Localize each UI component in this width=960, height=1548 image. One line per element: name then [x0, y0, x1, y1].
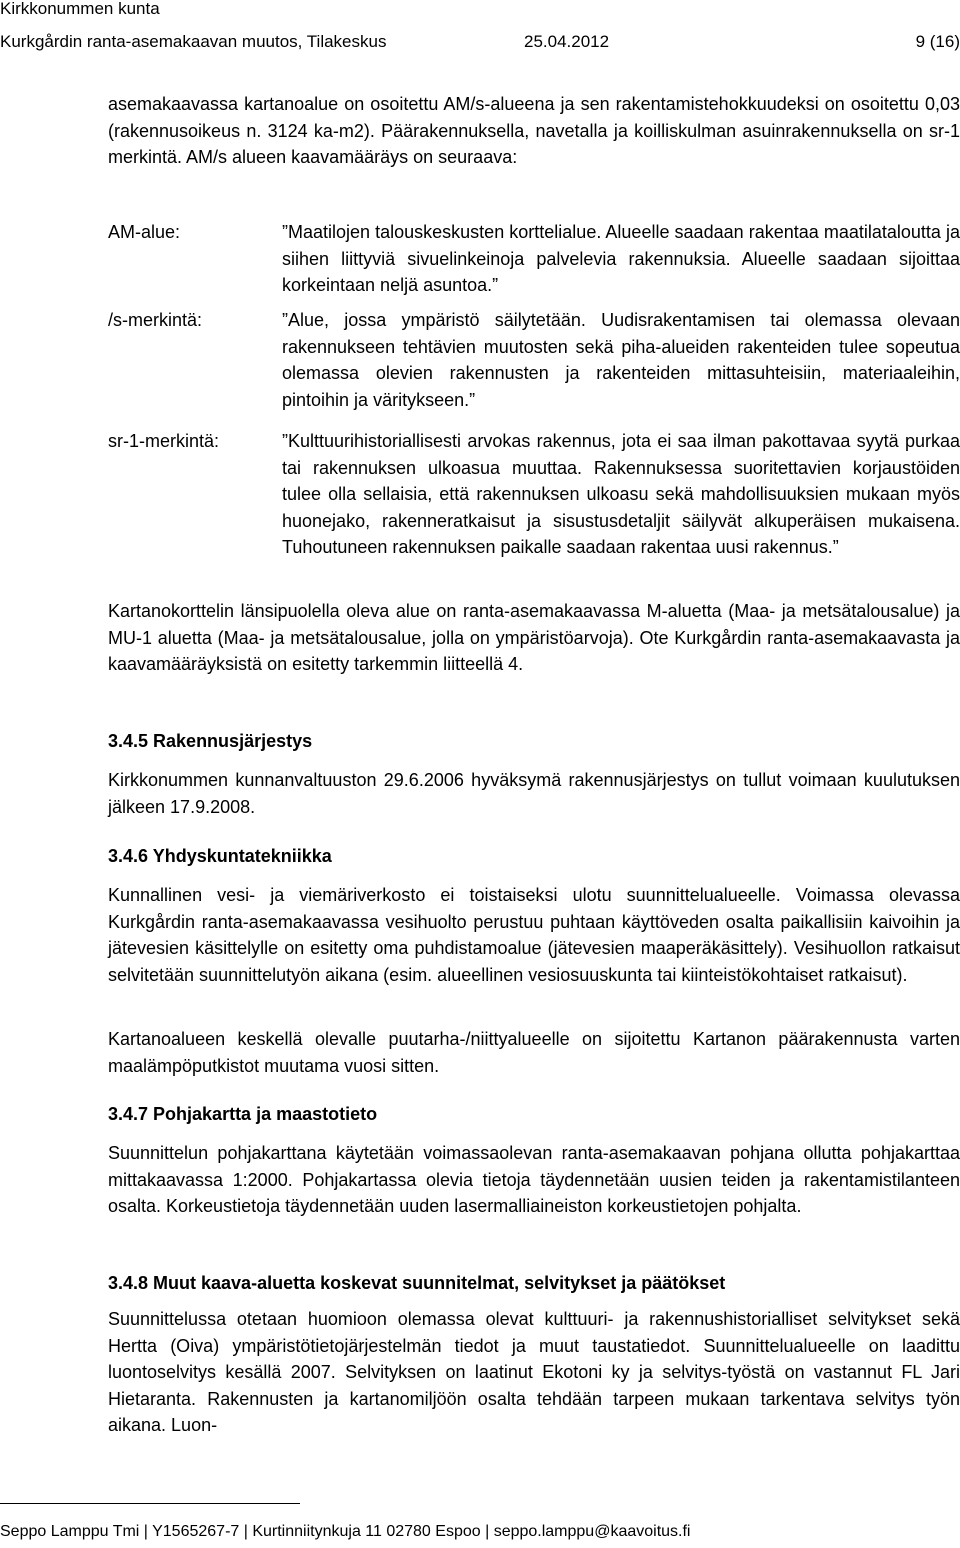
section-346-body [108, 882, 960, 988]
document-title: Kurkgårdin ranta-asemakaavan muutos, Tilakeskus [0, 32, 387, 51]
intro-paragraph: asemakaavassa kartanoalue on osoitettu AM/s-alueena ja sen rakentamistehokkuudeksi on osoitettu 0,03 (rakennusoikeus n. 3124 ka-m2). Päärakennuksella, navetalla ja koilliskulman asuinrakennuksella on sr-1 merkintä. AM/s alueen kaavamääräys on seuraava: [108, 94, 960, 167]
section-347-body [108, 1140, 960, 1220]
intro-section [108, 91, 960, 171]
section-346-body-2 [108, 1026, 960, 1079]
footer-contact: Seppo Lamppu Tmi | Y1565267-7 | Kurtinniitynkuja 11 02780 Espoo | seppo.lamppu@kaavoitus.fi [0, 1523, 691, 1540]
definition-text: ”Alue, jossa ympäristö säilytetään. Uudisrakentamisen tai olemassa olevaan rakennukseen tehtävien muutosten sekä piha-alueiden rakenteiden tulee sopeutua olemassa olevien rakennusten ja rakenteiden mittasuhteisiin, materiaaleihin, pintoihin ja väritykseen.” [282, 310, 960, 410]
definition-label: /s-merkintä: [108, 310, 203, 330]
definition-label: sr-1-merkintä: [108, 431, 220, 451]
section-paragraph: Kunnallinen vesi- ja viemäriverkosto ei toistaiseksi ulotu suunnittelualueelle. Voimassa olevassa Kurkgårdin ranta-asemakaavassa vesihuolto perustuu puhtaan käyttöveden osalta paikallisiin kaivoihin ja jätevesien käsittelylle on esitetty oma puhdistamoalue (jätevesien maaperäkäsittely). Vesihuollon ratkaisut selvitetään suunnittelutyön aikana (esim. alueellinen vesiosuuskunta tai kiinteistökohtaiset ratkaisut). [108, 885, 960, 985]
footer-divider [0, 1503, 300, 1504]
kartano-section [108, 598, 960, 678]
section-345-body [108, 767, 960, 820]
section-348-body [108, 1306, 960, 1439]
section-paragraph: Kirkkonummen kunnanvaltuuston 29.6.2006 hyväksymä rakennusjärjestys on tullut voimaan kuulutuksen jälkeen 17.9.2008. [108, 770, 960, 817]
section-heading-345: 3.4.5 Rakennusjärjestys [108, 731, 313, 751]
section-heading-348: 3.4.8 Muut kaava-aluetta koskevat suunnitelmat, selvitykset ja päätökset [108, 1273, 726, 1293]
kartano-paragraph: Kartanokorttelin länsipuolella oleva alue on ranta-asemakaavassa M-aluetta (Maa- ja metsätalousalue) ja MU-1 aluetta (Maa- ja metsätalousalue, jolla on ympäristöarvoja). Ote Kurkgårdin ranta-asemakaavasta ja kaavamääräyksistä on esitetty tarkemmin liitteellä 4. [108, 601, 960, 674]
section-paragraph: Kartanoalueen keskellä olevalle puutarha-/niittyalueelle on sijoitettu Kartanon päärakennusta varten maalämpöputkistot muutama vuosi sitten. [108, 1029, 960, 1076]
section-paragraph: Suunnittelussa otetaan huomioon olemassa olevat kulttuuri- ja rakennushistorialliset selvitykset sekä Hertta (Oiva) ympäristötietojärjestelmän tiedot ja muut taustatiedot. Suunnittelualueelle on laadittu luontoselvitys kesällä 2007. Selvityksen on laatinut Ekotoni ky ja selvitys-työstä on vastannut FL Jari Hietaranta. Rakennusten ja kartanomiljöön osalta tehdään tarpeen mukaan tarkentava selvitys työn aikana. Luon- [108, 1309, 960, 1435]
section-heading-347: 3.4.7 Pohjakartta ja maastotieto [108, 1104, 378, 1124]
definition-text: ”Maatilojen talouskeskusten korttelialue. Alueelle saadaan rakentaa maatilataloutta ja siihen liittyviä sivuelinkeinoja palvelevia rakennuksia. Alueelle saadaan sijoittaa korkeintaan neljä asuntoa.” [282, 222, 960, 295]
section-paragraph: Suunnittelun pohjakarttana käytetään voimassaolevan ranta-asemakaavan pohjana ollutta pohjakarttaa mittakaavassa 1:2000. Pohjakartassa olevia tietoja täydennetään uusien teiden ja rakentamistilanteen osalta. Korkeustietoja täydennetään uuden lasermalliaineiston korkeustietojen pohjalta. [108, 1143, 960, 1216]
definition-label: AM-alue: [108, 222, 181, 242]
organization-name: Kirkkonummen kunta [0, 0, 160, 18]
section-heading-346: 3.4.6 Yhdyskuntatekniikka [108, 846, 332, 866]
page-number: 9 (16) [915, 32, 960, 51]
document-date: 25.04.2012 [524, 32, 610, 51]
definition-text: ”Kulttuurihistoriallisesti arvokas rakennus, jota ei saa ilman pakottavaa syytä purkaa tai rakennuksen ulkoasua muuttaa. Rakennuksessa suoritettavien korjaustöiden tulee olla sellaisia, että rakennuksen ulkoasu sekä mahdollisuuksien mukaan myös huonejako, rakenneratkaisut ja sisustusdetaljit säilyvät alkuperäisen mukaisena. Tuhoutuneen rakennuksen paikalle saadaan rakentaa uusi rakennus.” [282, 431, 960, 557]
